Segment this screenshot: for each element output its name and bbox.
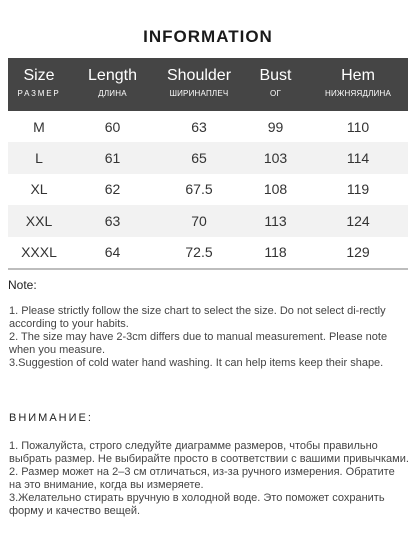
table-cell: 129 (346, 244, 370, 261)
header-label: Hem (341, 67, 375, 84)
note-item: 1. Please strictly follow the size chart to select the size. Do not select di-rectly according to your habits. (9, 305, 386, 330)
table-cell: 65 (191, 150, 207, 167)
note-list (9, 305, 409, 370)
ru-note-list (9, 440, 409, 518)
header-length (70, 58, 155, 111)
note-item: 3.Suggestion of cold water hand washing. It can help items keep their shape. (9, 357, 384, 369)
table-cell: 118 (264, 244, 287, 261)
table-row (8, 174, 408, 205)
header-bust (243, 58, 308, 111)
table-cell: 114 (346, 150, 370, 167)
table-row (8, 111, 408, 142)
table-cell: L (35, 150, 43, 167)
table-cell: 72.5 (185, 244, 213, 261)
table-cell: 110 (346, 118, 370, 135)
table-cell: 63 (104, 212, 121, 229)
page-title: INFORMATION (143, 27, 273, 46)
table-cell: 62 (104, 181, 121, 198)
header-sublabel: НИЖНЯЯДЛИНА (325, 89, 391, 98)
header-sublabel: РАЗМЕР (17, 89, 61, 98)
ru-note-item: 2. Размер может на 2–3 см отличаться, из-за ручного измерения. Обратите на это внимание, когда вы измеряете. (9, 466, 395, 491)
table-cell: 61 (104, 150, 121, 167)
table-cell: 63 (191, 118, 207, 135)
ru-note-item: 3.Желательно стирать вручную в холодной воде. Это поможет сохранить форму и качество вещей. (9, 492, 385, 517)
table-row (8, 205, 408, 236)
table-cell: 113 (264, 212, 287, 229)
table-cell: 70 (191, 212, 207, 229)
header-label: Shoulder (166, 67, 232, 84)
table-header-row (8, 58, 408, 111)
table-cell: 108 (263, 181, 288, 198)
table-cell: 67.5 (185, 181, 213, 198)
table-cell: 60 (104, 118, 121, 135)
header-label: Length (88, 67, 137, 84)
note-item: 2. The size may have 2-3cm differs due to manual measurement. Please note when you measure. (9, 331, 388, 356)
header-hem (308, 58, 408, 111)
table-cell: 103 (263, 150, 288, 167)
header-label: Bust (259, 67, 292, 84)
header-sublabel: ДЛИНА (98, 89, 127, 98)
table-cell: M (33, 118, 45, 135)
ru-note-item: 1. Пожалуйста, строго следуйте диаграмме размеров, чтобы правильно выбрать размер. Не выбирайте просто в соответствии с вашими привычками. (9, 440, 409, 465)
header-sublabel: ШИРИНАПЛЕЧ (169, 89, 229, 98)
table-cell: XXL (25, 212, 53, 229)
table-cell: 119 (346, 181, 370, 198)
header-sublabel: ОГ (270, 89, 281, 98)
table-cell: XL (30, 181, 48, 198)
header-size (8, 58, 70, 111)
header-shoulder (155, 58, 243, 111)
table-row (8, 142, 408, 173)
header-label: Size (23, 67, 55, 84)
table-divider (8, 268, 408, 270)
ru-note-heading: ВНИМАНИЕ: (9, 412, 93, 424)
note-heading: Note: (8, 278, 37, 292)
table-cell: 124 (346, 212, 370, 229)
size-table (8, 58, 408, 270)
table-cell: 64 (104, 244, 121, 261)
table-cell: 99 (267, 118, 284, 135)
table-row (8, 237, 408, 268)
table-cell: XXXL (21, 244, 57, 261)
